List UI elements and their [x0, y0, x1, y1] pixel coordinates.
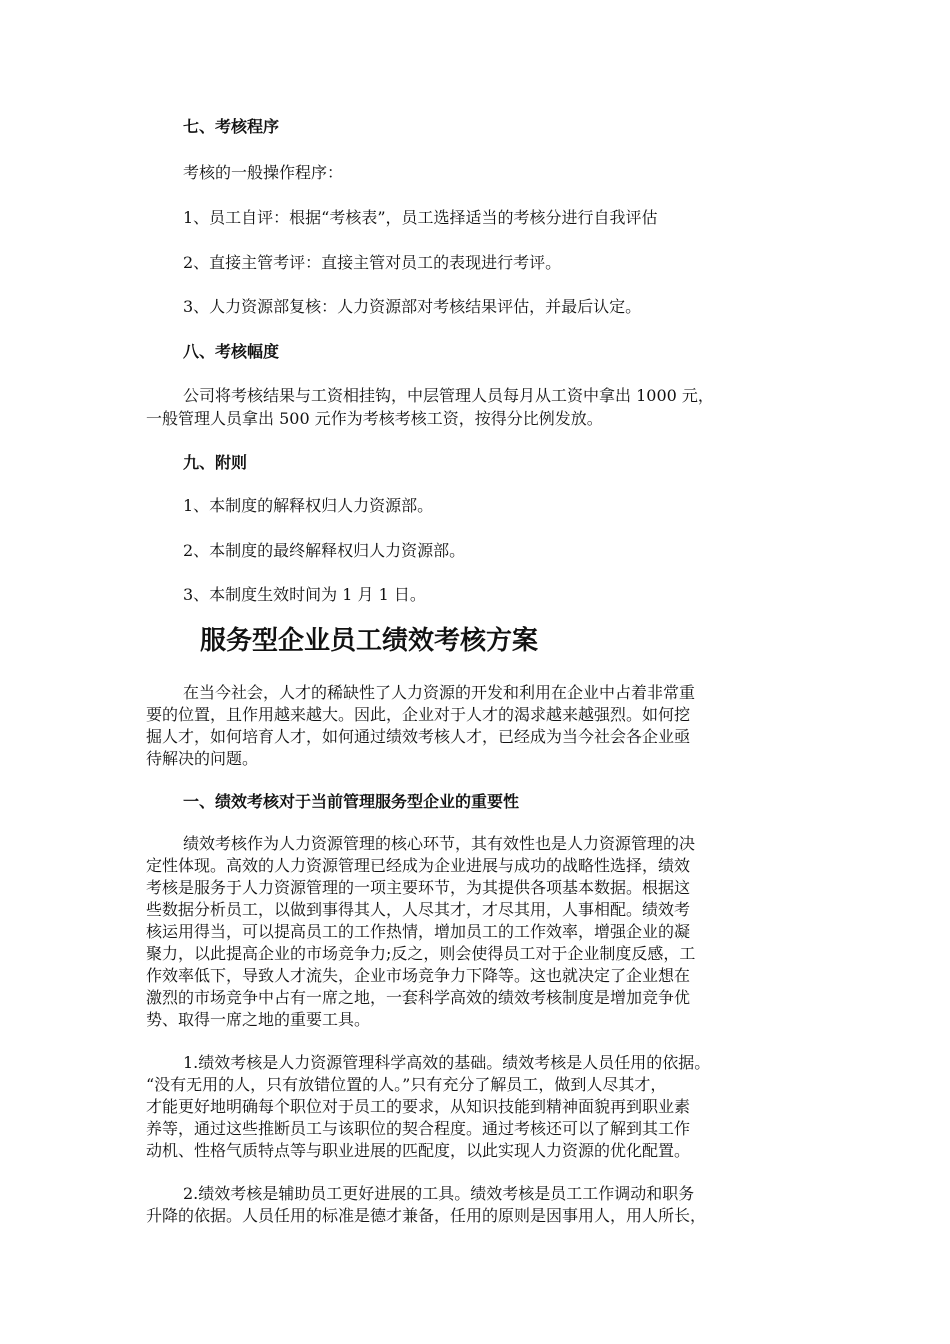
paragraph-line: 作效率低下，导致人才流失，企业市场竞争力下降等。这也就决定了企业想在 — [146, 966, 691, 985]
paragraph-line: 动机、性格气质特点等与职业进展的匹配度，以此实现人力资源的优化配置。 — [146, 1141, 691, 1160]
section7-item-1: 1、员工自评：根据“考核表”，员工选择适当的考核分进行自我评估 — [183, 208, 658, 227]
paragraph-line: 核运用得当，可以提高员工的工作热情，增加员工的工作效率，增强企业的凝 — [146, 922, 691, 941]
section-heading-9: 九、附则 — [183, 453, 248, 472]
paragraph-line: 1.绩效考核是人力资源管理科学高效的基础。绩效考核是人员任用的依据。 — [183, 1053, 711, 1072]
paragraph-line: 升降的依据。人员任用的标准是德才兼备，任用的原则是因事用人，用人所长， — [146, 1206, 707, 1225]
section9-item-3: 3、本制度生效时间为 1 月 1 日。 — [183, 585, 426, 604]
section-heading-7: 七、考核程序 — [183, 117, 280, 136]
section7-item-3: 3、人力资源部复核：人力资源部对考核结果评估，并最后认定。 — [183, 297, 642, 316]
section7-intro: 考核的一般操作程序： — [183, 163, 344, 182]
intro-line: 要的位置，且作用越来越大。因此，企业对于人才的渴求越来越强烈。如何挖 — [146, 705, 691, 724]
paragraph-line: 才能更好地明确每个职位对于员工的要求，从知识技能到精神面貌再到职业素 — [146, 1097, 691, 1116]
point-1-paragraph — [146, 1052, 710, 1162]
paragraph-line: 养等，通过这些推断员工与该职位的契合程度。通过考核还可以了解到其工作 — [146, 1119, 691, 1138]
paragraph-line: 势、取得一席之地的重要工具。 — [146, 1010, 371, 1029]
intro-paragraph — [146, 682, 695, 770]
paragraph-line: 考核是服务于人力资源管理的一项主要环节，为其提供各项基本数据。根据这 — [146, 878, 691, 897]
paragraph-line: 些数据分析员工，以做到事得其人，人尽其才，才尽其用，人事相配。绩效考 — [146, 900, 691, 919]
document-title: 服务型企业员工绩效考核方案 — [200, 626, 539, 656]
section9-item-2: 2、本制度的最终解释权归人力资源部。 — [183, 541, 466, 560]
paragraph-line: 激烈的市场竞争中占有一席之地，一套科学高效的绩效考核制度是增加竞争优 — [146, 988, 691, 1007]
section8-line-2: 一般管理人员拿出 500 元作为考核考核工资，按得分比例发放。 — [146, 409, 603, 428]
section9-item-1: 1、本制度的解释权归人力资源部。 — [183, 496, 434, 515]
paragraph-line: 聚力，以此提高企业的市场竞争力;反之，则会使得员工对于企业制度反感，工 — [146, 944, 696, 963]
section8-line-1: 公司将考核结果与工资相挂钩，中层管理人员每月从工资中拿出 1000 元， — [183, 386, 714, 405]
paragraph-line: 绩效考核作为人力资源管理的核心环节，其有效性也是人力资源管理的决 — [183, 834, 696, 853]
intro-line: 掘人才，如何培育人才，如何通过绩效考核人才，已经成为当今社会各企业亟 — [146, 727, 691, 746]
section-heading-8: 八、考核幅度 — [183, 342, 280, 361]
section7-item-2: 2、直接主管考评：直接主管对员工的表现进行考评。 — [183, 253, 562, 272]
point-2-paragraph — [146, 1183, 706, 1227]
importance-paragraph — [146, 833, 695, 1031]
intro-line: 待解决的问题。 — [146, 749, 259, 768]
paragraph-line: 2.绩效考核是辅助员工更好进展的工具。绩效考核是员工工作调动和职务 — [183, 1184, 695, 1203]
paragraph-line: 定性体现。高效的人力资源管理已经成为企业进展与成功的战略性选择，绩效 — [146, 856, 691, 875]
section-heading-importance: 一、绩效考核对于当前管理服务型企业的重要性 — [183, 792, 520, 811]
intro-line: 在当今社会，人才的稀缺性了人力资源的开发和利用在企业中占着非常重 — [183, 683, 696, 702]
paragraph-line: “没有无用的人，只有放错位置的人。”只有充分了解员工，做到人尽其才， — [146, 1075, 667, 1094]
